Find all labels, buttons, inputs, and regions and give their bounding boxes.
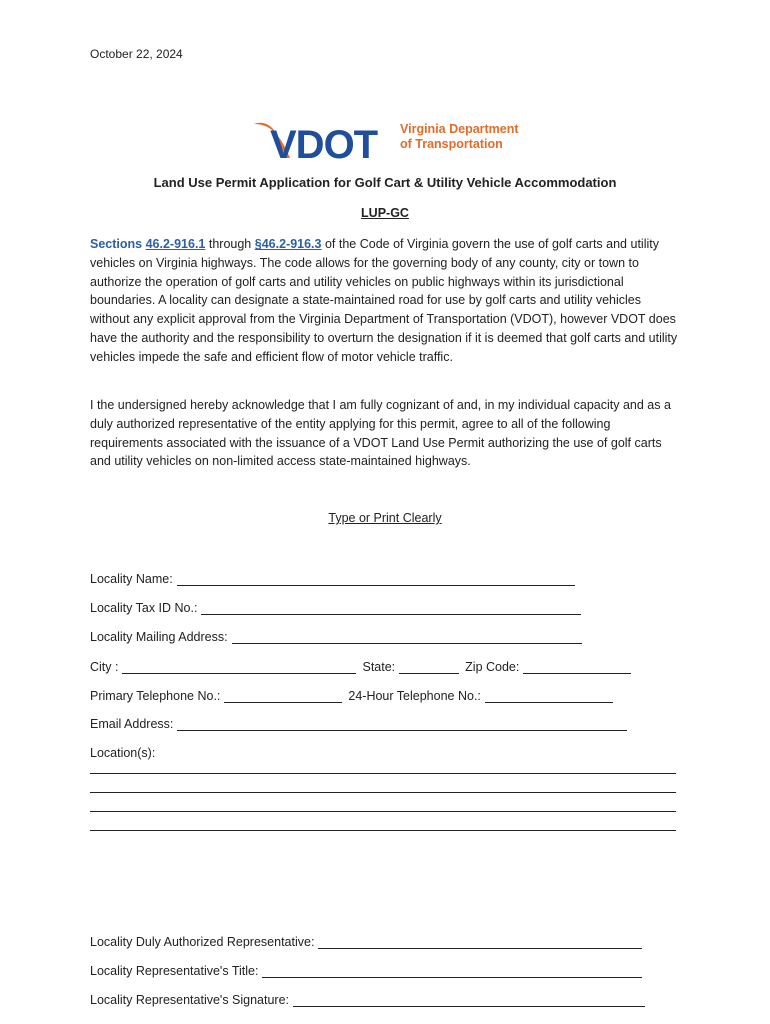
tax-id-label: Locality Tax ID No.: bbox=[90, 601, 198, 615]
phone-24h-line[interactable] bbox=[485, 689, 613, 703]
document-date: October 22, 2024 bbox=[90, 47, 183, 61]
logo-line-2: of Transportation bbox=[400, 137, 503, 151]
intro-paragraph bbox=[90, 235, 680, 367]
rep-title-line[interactable] bbox=[262, 964, 642, 978]
phone-row bbox=[90, 685, 619, 703]
code-link-46-2-916-1[interactable]: 46.2-916.1 bbox=[145, 237, 206, 251]
state-label: State: bbox=[362, 660, 396, 674]
tax-id-field[interactable] bbox=[90, 597, 587, 615]
sections-label: Sections bbox=[90, 237, 143, 251]
print-instruction: Type or Print Clearly bbox=[328, 511, 442, 525]
locations-field bbox=[90, 742, 155, 760]
zip-label: Zip Code: bbox=[465, 660, 520, 674]
intro-body: of the Code of Virginia govern the use of golf carts and utility vehicles on Virginia highways. The code allows for the governing body of any county, city or town to authorize the operation of golf carts and utility vehicles on public highways within its jurisdictional boundaries. A locality can designate a state-maintained road for use by golf carts and utility vehicles without any explicit approval from the Virginia Department of Transportation (VDOT), however VDOT does have the authority and the responsibility to overturn the designation if it is deemed that golf carts and utility vehicles impede the safe and efficient flow of motor vehicle traffic. bbox=[90, 237, 678, 364]
primary-phone-line[interactable] bbox=[224, 689, 342, 703]
locality-name-field[interactable] bbox=[90, 568, 581, 586]
representative-label: Locality Duly Authorized Representative: bbox=[90, 935, 315, 949]
email-field[interactable] bbox=[90, 713, 633, 731]
through-text: through bbox=[208, 237, 252, 251]
city-line[interactable] bbox=[122, 660, 356, 674]
city-state-zip-row bbox=[90, 656, 637, 674]
code-link-46-2-916-3[interactable]: §46.2-916.3 bbox=[254, 237, 322, 251]
representative-line[interactable] bbox=[318, 935, 642, 949]
email-label: Email Address: bbox=[90, 717, 174, 731]
tax-id-line[interactable] bbox=[201, 601, 581, 615]
vdot-logo bbox=[252, 118, 522, 166]
city-label: City : bbox=[90, 660, 119, 674]
svg-text:VDOT: VDOT bbox=[270, 123, 378, 166]
rep-signature-label: Locality Representative's Signature: bbox=[90, 993, 290, 1007]
rep-signature-field[interactable] bbox=[90, 989, 651, 1007]
locations-line-1[interactable] bbox=[90, 773, 676, 774]
locations-line-2[interactable] bbox=[90, 792, 676, 793]
email-line[interactable] bbox=[177, 717, 627, 731]
primary-phone-label: Primary Telephone No.: bbox=[90, 689, 221, 703]
phone-24h-label: 24-Hour Telephone No.: bbox=[348, 689, 481, 703]
locations-line-4[interactable] bbox=[90, 830, 676, 831]
rep-title-field[interactable] bbox=[90, 960, 648, 978]
logo-wordmark bbox=[400, 122, 519, 152]
logo-line-1: Virginia Department bbox=[400, 122, 519, 136]
rep-title-label: Locality Representative's Title: bbox=[90, 964, 259, 978]
mailing-address-field[interactable] bbox=[90, 626, 588, 644]
locality-name-label: Locality Name: bbox=[90, 572, 173, 586]
state-line[interactable] bbox=[399, 660, 459, 674]
zip-line[interactable] bbox=[523, 660, 631, 674]
form-code: LUP-GC bbox=[361, 206, 409, 220]
locality-name-line[interactable] bbox=[177, 572, 575, 586]
rep-signature-line[interactable] bbox=[293, 993, 645, 1007]
mailing-address-label: Locality Mailing Address: bbox=[90, 630, 228, 644]
acknowledgement-paragraph: I the undersigned hereby acknowledge that I am fully cognizant of and, in my individual capacity and as a duly authorized representative of the entity applying for this permit, agree to all of the following requirements associated with the issuance of a VDOT Land Use Permit authorizing the use of golf carts and utility vehicles on non-limited access state-maintained highways. bbox=[90, 398, 671, 469]
vdot-logo-mark bbox=[252, 118, 397, 166]
locations-line-3[interactable] bbox=[90, 811, 676, 812]
form-title: Land Use Permit Application for Golf Cart & Utility Vehicle Accommodation bbox=[153, 175, 617, 190]
mailing-address-line[interactable] bbox=[232, 630, 582, 644]
representative-field[interactable] bbox=[90, 931, 648, 949]
locations-label: Location(s): bbox=[90, 746, 156, 760]
